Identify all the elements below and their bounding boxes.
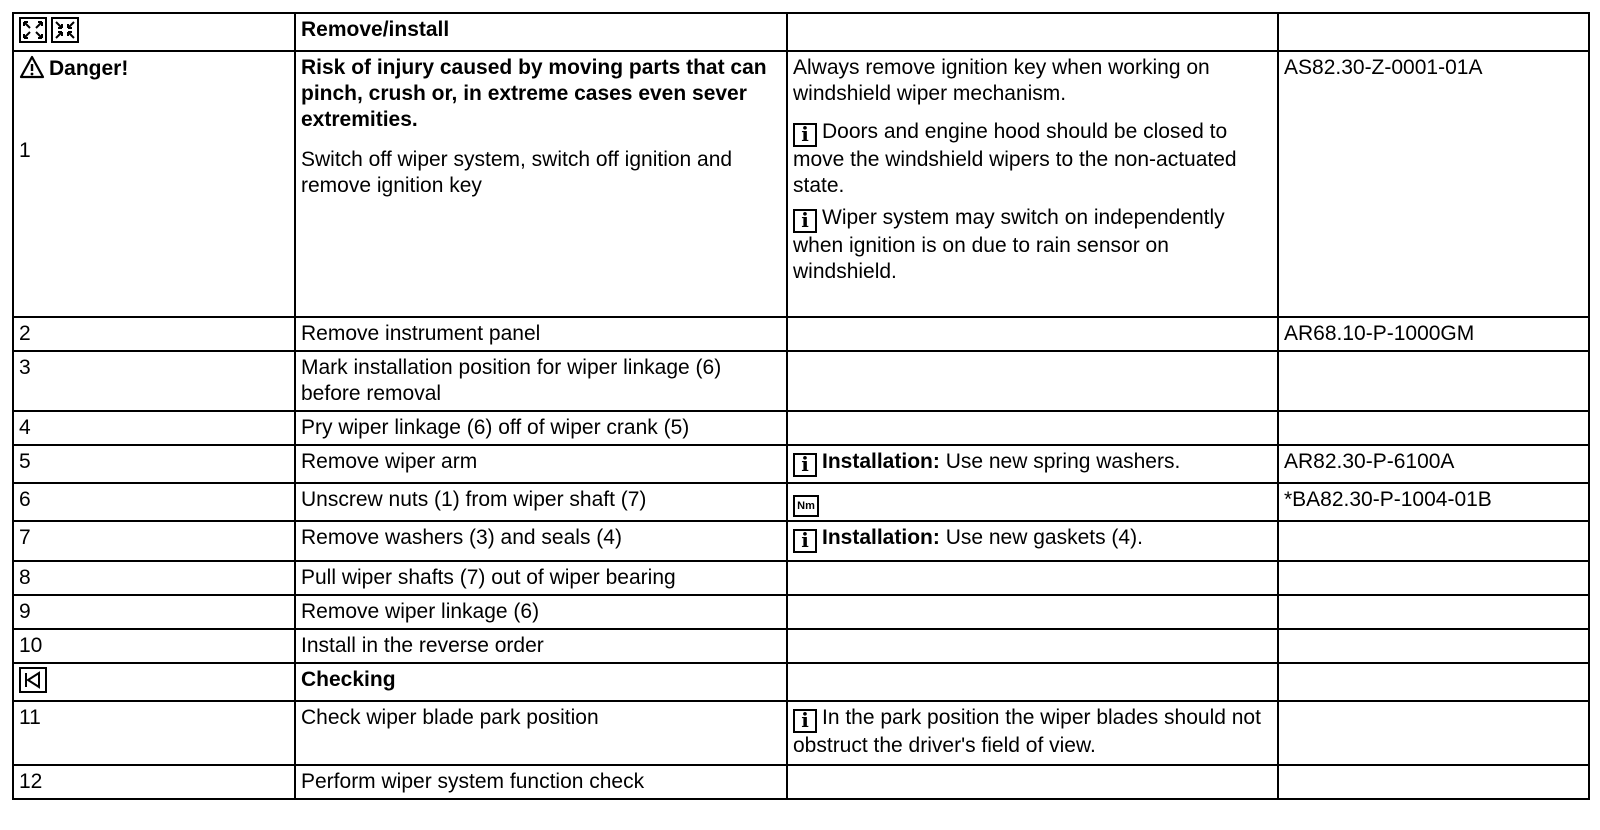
step-note: [787, 317, 1278, 351]
reference-link[interactable]: AR82.30-P-6100A: [1284, 450, 1455, 473]
table-row: [13, 521, 1589, 561]
step-number: 1: [19, 139, 31, 162]
step-note: [787, 765, 1278, 799]
header-row: [13, 13, 1589, 51]
step-text: Mark installation position for wiper linkage (6) before removal: [295, 351, 787, 411]
step-text: Switch off wiper system, switch off ignition and remove ignition key: [301, 148, 733, 197]
step-ref: [1278, 629, 1589, 663]
procedure-table: [12, 12, 1590, 800]
step-number: 3: [13, 351, 295, 411]
info-icon: i: [793, 123, 817, 147]
danger-note: Always remove ignition key when working on windshield wiper mechanism.: [793, 56, 1210, 105]
checking-ref-cell: [1278, 663, 1589, 701]
remove-icon: [19, 17, 47, 43]
step-text: Check wiper blade park position: [295, 701, 787, 765]
step-ref: [1278, 765, 1589, 799]
step-text: Pry wiper linkage (6) off of wiper crank (5): [295, 411, 787, 445]
step-text: Install in the reverse order: [295, 629, 787, 663]
install-icon: [51, 17, 79, 43]
checking-note-cell: [787, 663, 1278, 701]
step-ref: [1278, 445, 1589, 483]
step-text: Remove wiper linkage (6): [295, 595, 787, 629]
checking-icon-cell: [13, 663, 295, 701]
header-ref-cell: [1278, 13, 1589, 51]
step-number: 9: [13, 595, 295, 629]
checking-header-row: [13, 663, 1589, 701]
info-icon: i: [793, 709, 817, 733]
step-note: [787, 701, 1278, 765]
step-ref: [1278, 351, 1589, 411]
step-note: [787, 483, 1278, 521]
danger-risk-text: Risk of injury caused by moving parts that can pinch, crush or, in extreme cases even sever extremities.: [301, 56, 767, 131]
table-row: [13, 317, 1589, 351]
step-ref: [1278, 521, 1589, 561]
danger-row: [13, 51, 1589, 317]
table-row: [13, 445, 1589, 483]
installation-label: Installation:: [822, 526, 940, 549]
installation-note: Use new gaskets (4).: [945, 526, 1143, 549]
info-icon: i: [793, 453, 817, 477]
step-note: [787, 351, 1278, 411]
step-number: 12: [13, 765, 295, 799]
installation-note: Use new spring washers.: [945, 450, 1181, 473]
step-text: Perform wiper system function check: [295, 765, 787, 799]
danger-label: Danger!: [49, 57, 129, 80]
step-text: Remove instrument panel: [295, 317, 787, 351]
step-number: 11: [13, 701, 295, 765]
info-icon: i: [793, 529, 817, 553]
step-text: Pull wiper shafts (7) out of wiper bearing: [295, 561, 787, 595]
checking-title: Checking: [295, 663, 787, 701]
step-number: 2: [13, 317, 295, 351]
reference-link[interactable]: AS82.30-Z-0001-01A: [1284, 56, 1483, 79]
step-note: [787, 521, 1278, 561]
step-note: [787, 445, 1278, 483]
step-note: [787, 595, 1278, 629]
table-row: [13, 765, 1589, 799]
step-note: Doors and engine hood should be closed to move the windshield wipers to the non-actuated state.: [793, 120, 1237, 197]
warning-triangle-icon: [19, 55, 45, 86]
header-note-cell: [787, 13, 1278, 51]
step-note: [787, 629, 1278, 663]
step-number: 8: [13, 561, 295, 595]
torque-nm-icon: Nm: [793, 495, 819, 517]
check-icon: [19, 667, 47, 693]
step-ref: [1278, 411, 1589, 445]
step-number: 6: [13, 483, 295, 521]
installation-label: Installation:: [822, 450, 940, 473]
step-number: 5: [13, 445, 295, 483]
table-row: [13, 595, 1589, 629]
step-text: Remove wiper arm: [295, 445, 787, 483]
table-row: [13, 483, 1589, 521]
table-row: [13, 629, 1589, 663]
table-row: [13, 561, 1589, 595]
danger-note-cell: [787, 51, 1278, 317]
step-number: 4: [13, 411, 295, 445]
table-row: [13, 701, 1589, 765]
table-row: [13, 351, 1589, 411]
danger-action-cell: [295, 51, 787, 317]
reference-link[interactable]: AR68.10-P-1000GM: [1284, 322, 1475, 345]
step-note: [787, 411, 1278, 445]
step-ref: [1278, 701, 1589, 765]
step-ref: [1278, 595, 1589, 629]
step-ref: [1278, 561, 1589, 595]
danger-ref-cell: [1278, 51, 1589, 317]
step-number: 10: [13, 629, 295, 663]
step-text: Unscrew nuts (1) from wiper shaft (7): [295, 483, 787, 521]
check-note: In the park position the wiper blades should not obstruct the driver's field of view.: [793, 706, 1261, 757]
step-text: Remove washers (3) and seals (4): [295, 521, 787, 561]
step-note: [787, 561, 1278, 595]
step-note: Wiper system may switch on independently when ignition is on due to rain sensor on windshield.: [793, 206, 1225, 283]
step-ref: [1278, 317, 1589, 351]
section-title: Remove/install: [295, 13, 787, 51]
step-ref: [1278, 483, 1589, 521]
step-number: 7: [13, 521, 295, 561]
danger-step-cell: [13, 51, 295, 317]
info-icon: i: [793, 209, 817, 233]
table-row: [13, 411, 1589, 445]
header-icons-cell: [13, 13, 295, 51]
reference-link[interactable]: *BA82.30-P-1004-01B: [1284, 488, 1492, 511]
